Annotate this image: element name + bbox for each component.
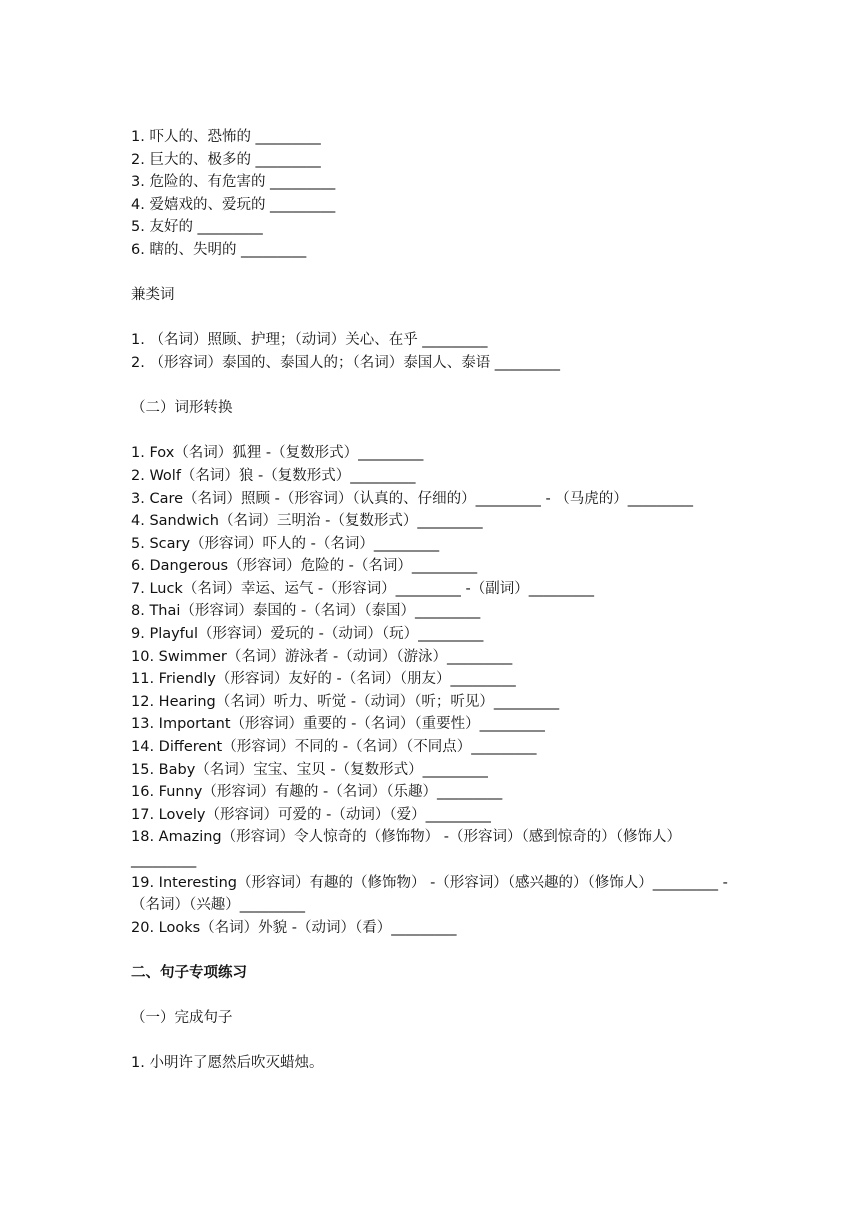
- word-form-item: 14. Different（形容词）不同的 -（名词）（不同点）_________: [131, 739, 537, 756]
- word-form-item: 20. Looks（名词）外貌 -（动词）（看）_________: [131, 919, 457, 936]
- spacer: [131, 262, 731, 285]
- spacer: [131, 985, 731, 1008]
- section-title-word-forms: （二）词形转换: [131, 400, 233, 417]
- word-form-item: 4. Sandwich（名词）三明治 -（复数形式）_________: [131, 513, 483, 530]
- word-form-item: 10. Swimmer（名词）游泳者 -（动词）（游泳）_________: [131, 648, 513, 665]
- word-form-item: 13. Important（形容词）重要的 -（名词）（重要性）_________: [131, 716, 545, 733]
- section-title-sentences: 二、句子专项练习: [131, 964, 247, 981]
- word-form-item: 7. Luck（名词）幸运、运气 -（形容词）_________ -（副词）_________: [131, 580, 595, 597]
- vocab-list: [131, 126, 731, 262]
- word-forms-list: [131, 442, 731, 939]
- vocab-item: 2. 巨大的、极多的 _________: [131, 151, 321, 168]
- word-form-item: 5. Scary（形容词）吓人的 -（名词）_________: [131, 535, 440, 552]
- section-title-multi-pos: 兼类词: [131, 287, 175, 304]
- spacer: [131, 939, 731, 962]
- word-form-item: 8. Thai（形容词）泰国的 -（名词）（泰国）_________: [131, 603, 481, 620]
- sentence-list: [131, 1052, 731, 1075]
- word-form-item: 12. Hearing（名词）听力、听觉 -（动词）（听；听见）_________: [131, 693, 560, 710]
- multi-pos-list: [131, 329, 731, 374]
- sentence-item: 1. 小明许了愿然后吹灭蜡烛。: [131, 1055, 324, 1072]
- vocab-item: 5. 友好的 _________: [131, 219, 263, 236]
- word-form-item: 11. Friendly（形容词）友好的 -（名词）（朋友）_________: [131, 671, 516, 688]
- word-form-item: 16. Funny（形容词）有趣的 -（名词）（乐趣）_________: [131, 784, 503, 801]
- vocab-item: 4. 爱嬉戏的、爱玩的 _________: [131, 196, 336, 213]
- spacer: [131, 1030, 731, 1053]
- document-content: [131, 126, 731, 1075]
- word-form-item: 17. Lovely（形容词）可爱的 -（动词）（爱）_________: [131, 806, 491, 823]
- spacer: [131, 375, 731, 398]
- vocab-item: 3. 危险的、有危害的 _________: [131, 174, 336, 191]
- word-form-item: 3. Care（名词）照顾 -（形容词）（认真的、仔细的）_________ - （马虎的）_________: [131, 490, 694, 507]
- word-form-item: 9. Playful（形容词）爱玩的 -（动词）（玩）_________: [131, 626, 484, 643]
- multi-pos-item: 1. （名词）照顾、护理；（动词）关心、在乎 _________: [131, 332, 488, 349]
- word-form-item: 2. Wolf（名词）狼 -（复数形式）_________: [131, 467, 416, 484]
- vocab-item: 6. 瞎的、失明的 _________: [131, 241, 307, 258]
- multi-pos-item: 2. （形容词）泰国的、泰国人的；（名词）泰国人、泰语 _________: [131, 354, 561, 371]
- word-form-item: 19. Interesting（形容词）有趣的（修饰物） -（形容词）（感兴趣的）（修饰人）_________ -（名词）（兴趣）_________: [131, 874, 728, 914]
- subsection-title-complete-sentences: （一）完成句子: [131, 1010, 233, 1027]
- word-form-item: 18. Amazing（形容词）令人惊奇的（修饰物） -（形容词）（感到惊奇的）（修饰人）_________: [131, 829, 681, 868]
- word-form-item: 1. Fox（名词）狐狸 -（复数形式）_________: [131, 445, 424, 462]
- spacer: [131, 307, 731, 330]
- spacer: [131, 420, 731, 443]
- word-form-item: 6. Dangerous（形容词）危险的 -（名词）_________: [131, 558, 478, 575]
- vocab-item: 1. 吓人的、恐怖的 _________: [131, 129, 321, 145]
- word-form-item: 15. Baby（名词）宝宝、宝贝 -（复数形式）_________: [131, 761, 488, 778]
